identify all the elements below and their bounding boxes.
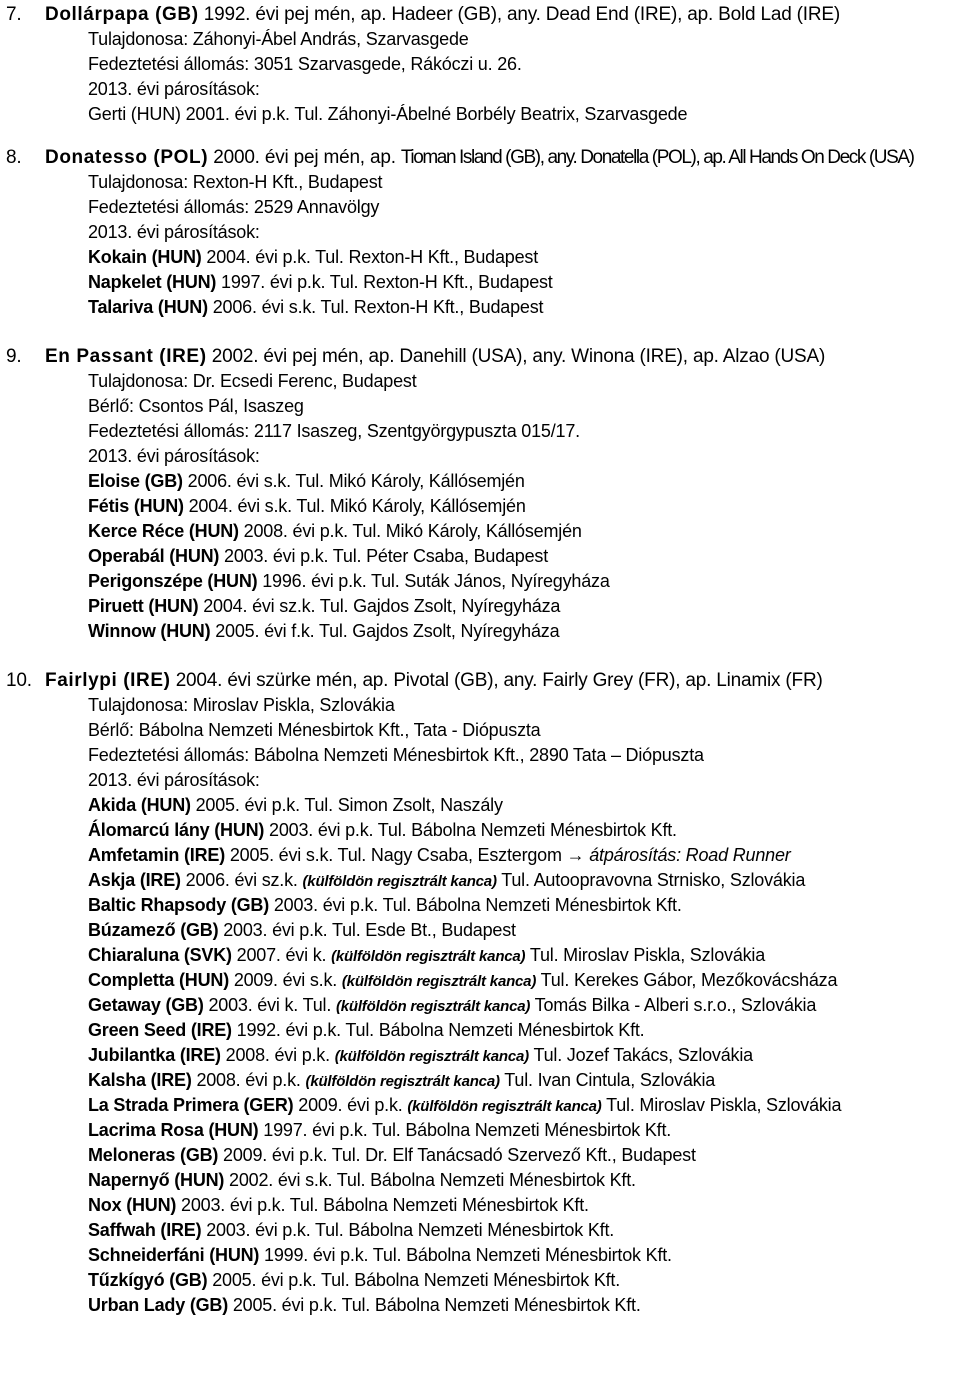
mating-owner: Tomás Bilka - Alberi s.r.o., Szlovákia	[534, 995, 817, 1015]
mating-row	[0, 993, 960, 1018]
mating-row-content	[88, 1143, 696, 1168]
mating-row	[0, 469, 960, 494]
mating-row	[0, 1118, 960, 1143]
mare-name: Meloneras (GB)	[88, 1145, 219, 1165]
mare-name: Amfetamin (IRE)	[88, 845, 226, 865]
mating-owner: Tul. Ivan Cintula, Szlovákia	[504, 1070, 716, 1090]
mating-details: 2005. évi p.k. Tul. Simon Zsolt, Naszály	[195, 795, 503, 815]
mating-row-content	[88, 868, 805, 894]
mating-row-content	[88, 1193, 589, 1218]
mare-name: La Strada Primera (GER)	[88, 1095, 294, 1115]
matings-heading-text: 2013. évi párosítások:	[88, 770, 260, 790]
mating-owner: Tul. Autoopravovna Strnisko, Szlovákia	[501, 870, 806, 890]
mating-row	[0, 1043, 960, 1068]
mare-name: Winnow (HUN)	[88, 621, 211, 641]
mare-name: Nox (HUN)	[88, 1195, 177, 1215]
mating-details: 2004. évi p.k. Tul. Rexton-H Kft., Budapest	[206, 247, 539, 267]
lessee-line	[0, 394, 960, 419]
mating-details: 2005. évi s.k. Tul. Nagy Csaba, Esztergom	[229, 845, 562, 865]
stallion-description-b: Tioman Island (GB), any. Donatella (POL), ap. All Hands On Deck (USA)	[400, 147, 914, 168]
mating-row	[0, 893, 960, 918]
mating-row	[0, 1093, 960, 1118]
station-line	[0, 52, 960, 77]
mating-row	[0, 793, 960, 818]
mating-row-content	[88, 1243, 672, 1268]
entry-number: 7.	[6, 4, 22, 25]
mare-name: Lacrima Rosa (HUN)	[88, 1120, 259, 1140]
mating-details: 2003. évi p.k. Tul. Bábolna Nemzeti Ménesbirtok Kft.	[206, 1220, 615, 1240]
mare-name: Getaway (GB)	[88, 995, 204, 1015]
mating-row-content	[88, 1093, 841, 1119]
foreign-registered-note: (külföldön regisztrált kanca)	[302, 873, 497, 890]
stallion-heading	[0, 2, 960, 27]
stallion-heading-text	[45, 668, 823, 693]
stallion-heading-text	[45, 145, 914, 170]
stallion-name: Fairlypi (IRE)	[45, 670, 171, 691]
mating-row	[0, 569, 960, 594]
mating-row-content	[88, 818, 677, 843]
mating-details: 2003. évi p.k. Tul. Esde Bt., Budapest	[223, 920, 516, 940]
mating-details: 2009. évi s.k.	[233, 970, 338, 990]
mating-row	[0, 818, 960, 843]
mating-row	[0, 295, 960, 320]
mating-details: 2008. évi p.k. Tul. Mikó Károly, Kállósemjén	[243, 521, 582, 541]
mare-name: Kalsha (IRE)	[88, 1070, 192, 1090]
mating-details: 2008. évi p.k.	[196, 1070, 301, 1090]
stallion-name: Dollárpapa (GB)	[45, 4, 199, 25]
station-text: Fedeztetési állomás: 2529 Annavölgy	[88, 197, 380, 217]
mare-name: Eloise (GB)	[88, 471, 183, 491]
mating-owner: Tul. Kerekes Gábor, Mezőkovácsháza	[540, 970, 838, 990]
mare-name: Kerce Réce (HUN)	[88, 521, 239, 541]
mating-details: 2005. évi p.k. Tul. Bábolna Nemzeti Ménesbirtok Kft.	[232, 1295, 641, 1315]
stallion-entry-9	[0, 344, 960, 644]
mating-row-content	[88, 1293, 641, 1318]
mare-name: Jubilantka (IRE)	[88, 1045, 221, 1065]
mare-name: Kokain (HUN)	[88, 247, 202, 267]
owner-text: Tulajdonosa: Rexton-H Kft., Budapest	[88, 172, 383, 192]
mating-row	[0, 1018, 960, 1043]
foreign-registered-note: (külföldön regisztrált kanca)	[331, 948, 526, 965]
foreign-registered-note: (külföldön regisztrált kanca)	[334, 1048, 529, 1065]
entry-number: 9.	[6, 346, 22, 367]
mating-details: 1996. évi p.k. Tul. Suták János, Nyíregyháza	[262, 571, 610, 591]
stallion-entry-7	[0, 2, 960, 127]
mare-name: Schneiderfáni (HUN)	[88, 1245, 260, 1265]
mating-row-content	[88, 993, 816, 1019]
mating-details: 2006. évi s.k. Tul. Mikó Károly, Kállósemjén	[187, 471, 525, 491]
foreign-registered-note: (külföldön regisztrált kanca)	[341, 973, 537, 990]
entry-number: 10.	[6, 670, 32, 691]
mare-name: Búzamező (GB)	[88, 920, 219, 940]
mating-row	[0, 270, 960, 295]
mare-name: Urban Lady (GB)	[88, 1295, 229, 1315]
mare-name: Talariva (HUN)	[88, 297, 208, 317]
mating-details: 2004. évi sz.k. Tul. Gajdos Zsolt, Nyíregyháza	[203, 596, 561, 616]
stallion-heading	[0, 668, 960, 693]
mating-row	[0, 519, 960, 544]
mare-name: Akida (HUN)	[88, 795, 191, 815]
lessee-text: Bérlő: Csontos Pál, Isaszeg	[88, 396, 304, 416]
mating-owner: Tul. Jozef Takács, Szlovákia	[533, 1045, 753, 1065]
mare-name: Operabál (HUN)	[88, 546, 220, 566]
mating-row	[0, 868, 960, 893]
mating-row-content	[88, 843, 791, 868]
mare-name: Green Seed (IRE)	[88, 1020, 232, 1040]
mating-details: 2005. évi f.k. Tul. Gajdos Zsolt, Nyíregyháza	[215, 621, 560, 641]
mating-text: Gerti (HUN) 2001. évi p.k. Tul. Záhonyi-Ábelné Borbély Beatrix, Szarvasgede	[88, 104, 688, 124]
mare-name: Chiaraluna (SVK)	[88, 945, 232, 965]
mating-row	[0, 1243, 960, 1268]
mating-details: 2008. évi p.k.	[225, 1045, 330, 1065]
mating-details: 2002. évi s.k. Tul. Bábolna Nemzeti Ménesbirtok Kft.	[229, 1170, 636, 1190]
matings-heading	[0, 444, 960, 469]
matings-heading-text: 2013. évi párosítások:	[88, 446, 260, 466]
mating-details: 2003. évi k. Tul.	[208, 995, 332, 1015]
mating-details: 2006. évi s.k. Tul. Rexton-H Kft., Budapest	[212, 297, 544, 317]
mating-row	[0, 1068, 960, 1093]
mating-row-content	[88, 1168, 636, 1193]
mating-details: 2007. évi k.	[236, 945, 327, 965]
owner-text: Tulajdonosa: Záhonyi-Ábel András, Szarvasgede	[88, 29, 469, 49]
mating-details: 2003. évi p.k. Tul. Bábolna Nemzeti Ménesbirtok Kft.	[181, 1195, 589, 1215]
mating-row	[0, 843, 960, 868]
mare-name: Tűzkígyó (GB)	[88, 1270, 208, 1290]
matings-heading	[0, 77, 960, 102]
mating-row	[0, 544, 960, 569]
owner-line	[0, 27, 960, 52]
lessee-line	[0, 718, 960, 743]
owner-line	[0, 170, 960, 195]
mare-name: Saffwah (IRE)	[88, 1220, 202, 1240]
mating-row-content	[88, 918, 516, 943]
mare-name: Álomarcú lány (HUN)	[88, 820, 265, 840]
mating-row	[0, 918, 960, 943]
mating-details: 2009. évi p.k. Tul. Dr. Elf Tanácsadó Szervező Kft., Budapest	[223, 1145, 696, 1165]
foreign-registered-note: (külföldön regisztrált kanca)	[335, 998, 531, 1015]
mare-name: Napkelet (HUN)	[88, 272, 217, 292]
mare-name: Fétis (HUN)	[88, 496, 184, 516]
mating-row	[0, 1218, 960, 1243]
stallion-name: Donatesso (POL)	[45, 147, 209, 168]
stallion-heading-text	[45, 344, 825, 369]
station-line	[0, 195, 960, 220]
mating-row-content	[88, 1118, 671, 1143]
mating-row-content	[88, 968, 837, 994]
mating-row-content	[88, 1043, 753, 1069]
stallion-heading	[0, 145, 960, 170]
mating-row-content	[88, 943, 765, 969]
mating-owner: Tul. Miroslav Piskla, Szlovákia	[529, 945, 766, 965]
mating-details: 1999. évi p.k. Tul. Bábolna Nemzeti Ménesbirtok Kft.	[264, 1245, 672, 1265]
mating-details: 2003. évi p.k. Tul. Péter Csaba, Budapest	[224, 546, 549, 566]
mating-list	[0, 793, 960, 1318]
stallion-entry-10	[0, 668, 960, 1318]
mating-row	[0, 943, 960, 968]
mare-name: Perigonszépe (HUN)	[88, 571, 258, 591]
mating-details: 2003. évi p.k. Tul. Bábolna Nemzeti Ménesbirtok Kft.	[269, 820, 677, 840]
mating-row	[0, 594, 960, 619]
mare-name: Askja (IRE)	[88, 870, 181, 890]
mating-details: 1997. évi p.k. Tul. Rexton-H Kft., Budapest	[221, 272, 553, 292]
mare-name: Baltic Rhapsody (GB)	[88, 895, 270, 915]
remating-note: átpárosítás: Road Runner	[589, 845, 791, 865]
stallion-name: En Passant (IRE)	[45, 346, 207, 367]
arrow-right-icon: →	[566, 845, 585, 865]
mating-details: 2006. évi sz.k.	[185, 870, 298, 890]
mating-details: 2009. évi p.k.	[298, 1095, 403, 1115]
stallion-heading	[0, 344, 960, 369]
mating-row	[0, 968, 960, 993]
mating-details: 2004. évi s.k. Tul. Mikó Károly, Kállósemjén	[188, 496, 526, 516]
matings-heading	[0, 220, 960, 245]
mating-row-content	[88, 793, 503, 818]
mare-name: Napernyő (HUN)	[88, 1170, 225, 1190]
mating-row	[0, 494, 960, 519]
mating-row	[0, 1293, 960, 1318]
mating-row-content	[88, 1018, 644, 1043]
stallion-description: 1992. évi pej mén, ap. Hadeer (GB), any. Dead End (IRE), ap. Bold Lad (IRE)	[203, 4, 840, 25]
station-line	[0, 743, 960, 768]
foreign-registered-note: (külföldön regisztrált kanca)	[407, 1098, 602, 1115]
stallion-description: 2002. évi pej mén, ap. Danehill (USA), any. Winona (IRE), ap. Alzao (USA)	[211, 346, 826, 367]
mating-row	[0, 1168, 960, 1193]
mating-row-content	[88, 1068, 715, 1094]
entry-number: 8.	[6, 147, 22, 168]
mating-row	[0, 245, 960, 270]
owner-text: Tulajdonosa: Miroslav Piskla, Szlovákia	[88, 695, 395, 715]
mare-name: Piruett (HUN)	[88, 596, 199, 616]
owner-line	[0, 693, 960, 718]
foreign-registered-note: (külföldön regisztrált kanca)	[305, 1073, 500, 1090]
mating-row-content	[88, 1218, 614, 1243]
mating-details: 1992. évi p.k. Tul. Bábolna Nemzeti Ménesbirtok Kft.	[236, 1020, 645, 1040]
mating-row	[0, 619, 960, 644]
mating-owner: Tul. Miroslav Piskla, Szlovákia	[606, 1095, 842, 1115]
stallion-description-a: 2000. évi pej mén, ap.	[213, 147, 396, 168]
station-text: Fedeztetési állomás: 3051 Szarvasgede, Rákóczi u. 26.	[88, 54, 522, 74]
owner-line	[0, 369, 960, 394]
station-text: Fedeztetési állomás: Bábolna Nemzeti Ménesbirtok Kft., 2890 Tata – Diópuszta	[88, 745, 704, 765]
lessee-text: Bérlő: Bábolna Nemzeti Ménesbirtok Kft., Tata - Diópuszta	[88, 720, 541, 740]
matings-heading-text: 2013. évi párosítások:	[88, 79, 260, 99]
owner-text: Tulajdonosa: Dr. Ecsedi Ferenc, Budapest	[88, 371, 417, 391]
mating-row	[0, 1143, 960, 1168]
mating-details: 2005. évi p.k. Tul. Bábolna Nemzeti Ménesbirtok Kft.	[212, 1270, 621, 1290]
stallion-entry-8	[0, 145, 960, 320]
mating-row	[0, 1193, 960, 1218]
mating-row	[0, 102, 960, 127]
mating-details: 1997. évi p.k. Tul. Bábolna Nemzeti Ménesbirtok Kft.	[263, 1120, 672, 1140]
stallion-description: 2004. évi szürke mén, ap. Pivotal (GB), any. Fairly Grey (FR), ap. Linamix (FR)	[175, 670, 823, 691]
matings-heading	[0, 768, 960, 793]
mare-name: Completta (HUN)	[88, 970, 229, 990]
matings-heading-text: 2013. évi párosítások:	[88, 222, 260, 242]
mating-row-content	[88, 893, 682, 918]
mating-details: 2003. évi p.k. Tul. Bábolna Nemzeti Ménesbirtok Kft.	[273, 895, 682, 915]
stallion-heading-text	[45, 2, 840, 27]
station-text: Fedeztetési állomás: 2117 Isaszeg, Szentgyörgypuszta 015/17.	[88, 421, 580, 441]
station-line	[0, 419, 960, 444]
mating-row-content	[88, 1268, 620, 1293]
mating-row	[0, 1268, 960, 1293]
